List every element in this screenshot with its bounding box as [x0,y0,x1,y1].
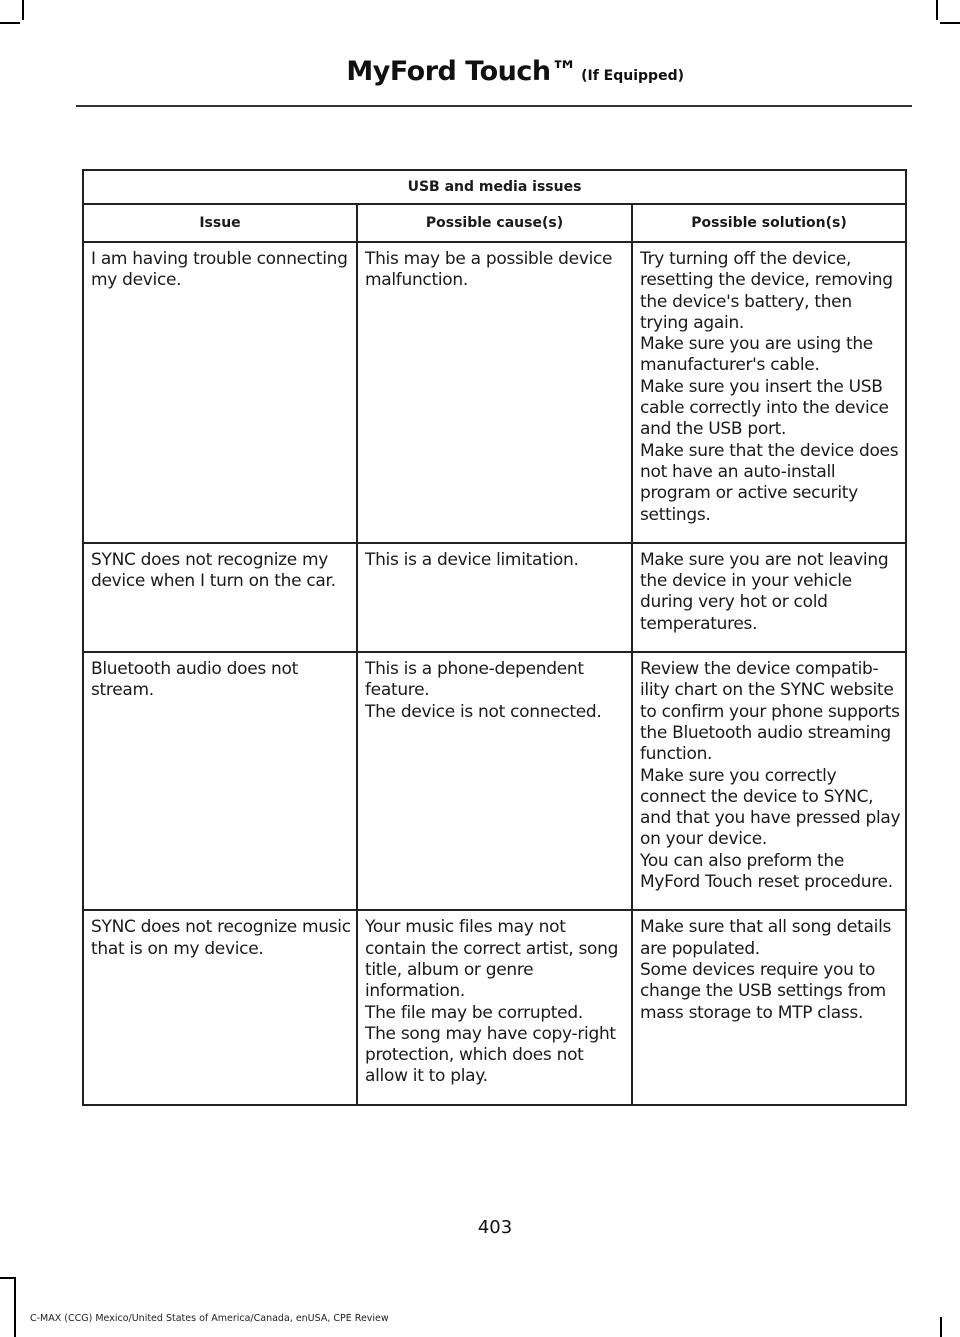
cause-text: The device is not connected. [365,701,602,722]
solution-cell [632,652,906,910]
cause-text: The song may have copy-right protection, which does not allow it to play. [365,1023,616,1087]
page-number: 403 [477,1217,513,1238]
crop-mark [14,1277,16,1337]
solution-text: Make sure you insert the USB cable correctly into the device and the USB port. [640,376,889,440]
issue-text: Bluetooth audio does not stream. [91,659,298,701]
table-row [83,543,906,652]
solution-text: Make sure that the device does not have an auto-install program or active security settings. [640,440,899,525]
solution-text: Review the device compatib-ility chart on the SYNC website to confirm your phone supports the Bluetooth audio streaming function. [640,659,900,765]
solution-text: Try turning off the device, resetting the device, removing the device's battery, then trying again. [640,249,893,333]
issue-text: SYNC does not recognize my device when I turn on the car. [91,549,336,592]
cause-cell [357,242,632,543]
solution-cell [632,910,906,1104]
issue-cell [83,543,357,652]
column-header-cause: Possible cause(s) [357,204,632,242]
crop-mark [940,22,960,24]
issue-cell [83,910,357,1104]
table-row [83,242,906,543]
crop-mark [22,0,24,20]
cause-text: Your music files may not contain the correct artist, song title, album or genre information. [365,917,619,1002]
solution-text: Make sure you correctly connect the device to SYNC, and that you have pressed play on your device. [640,765,901,850]
cause-text: This may be a possible device malfunction. [365,249,613,291]
header-divider [76,105,912,107]
usb-media-issues-table [82,169,907,1106]
solution-text: Make sure you are not leaving the device in your vehicle during very hot or cold temperatures. [640,549,889,634]
page-header [346,56,684,87]
table-row [83,652,906,910]
issue-cell [83,242,357,543]
issue-text: SYNC does not recognize music that is on my device. [91,917,351,959]
table-title: USB and media issues [83,170,906,204]
solution-text: Make sure you are using the manufacturer's cable. [640,334,873,376]
cause-text: This is a device limitation. [365,549,579,570]
solution-cell [632,543,906,652]
cause-cell [357,652,632,910]
solution-text: You can also preform the MyFord Touch reset procedure. [640,850,893,893]
solution-cell [632,242,906,543]
cause-cell [357,910,632,1104]
crop-mark [936,0,938,20]
crop-mark [0,1277,16,1279]
header-subtitle: (If Equipped) [581,68,684,84]
solution-text: Make sure that all song details are populated. [640,917,892,959]
table-row [83,910,906,1104]
header-title: MyFord Touch™ [346,56,578,87]
footer-text: C-MAX (CCG) Mexico/United States of America/Canada, enUSA, CPE Review [30,1313,389,1324]
crop-mark [0,22,20,24]
column-header-issue: Issue [83,204,357,242]
cause-cell [357,543,632,652]
column-header-solution: Possible solution(s) [632,204,906,242]
crop-mark [940,1317,942,1337]
issue-cell [83,652,357,910]
solution-text: Some devices require you to change the USB settings from mass storage to MTP class. [640,959,886,1023]
issue-text: I am having trouble connecting my device. [91,249,348,291]
cause-text: The file may be corrupted. [365,1002,583,1023]
cause-text: This is a phone-dependent feature. [365,659,584,701]
